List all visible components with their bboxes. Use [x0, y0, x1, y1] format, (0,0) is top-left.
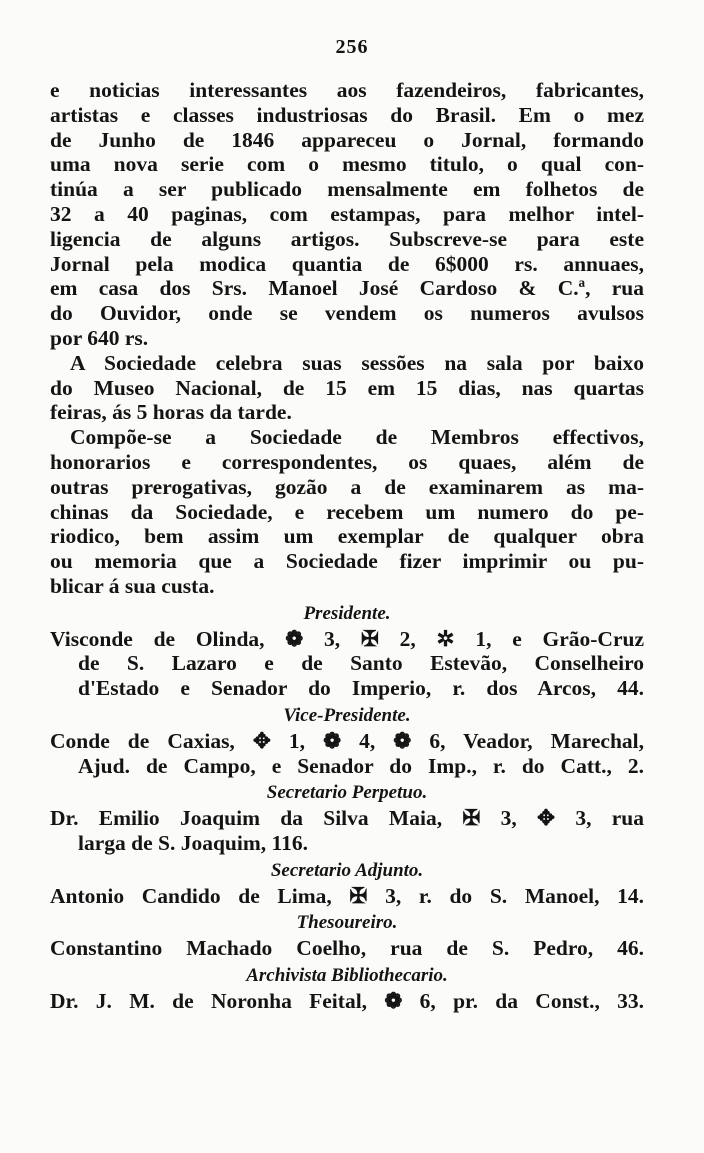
text-line: do Ouvidor, onde se vendem os numeros avulsos	[50, 301, 644, 326]
heading-archivista: Archivista Bibliothecario.	[246, 964, 448, 986]
entry-vice-presidente	[50, 729, 644, 779]
text-line: ligencia de alguns artigos. Subscreve-se para este	[50, 226, 644, 251]
entry-presidente	[50, 627, 644, 701]
paragraph-sessions	[50, 351, 644, 425]
entry-line: larga de S. Joaquim, 116.	[78, 830, 308, 855]
heading-vice-presidente: Vice-Presidente.	[283, 704, 411, 726]
text-line: de Junho de 1846 appareceu o Jornal, formando	[50, 127, 644, 152]
text-line: por 640 rs.	[50, 325, 149, 350]
entry-thesoureiro	[50, 936, 644, 961]
entry-line: Ajud. de Campo, e Senador do Imp., r. do Catt., 2.	[78, 753, 644, 778]
entry-line: Conde de Caxias, ✥ 1, ❁ 4, ❁ 6, Veador, Marechal,	[50, 728, 644, 753]
entry-secretario-perpetuo	[50, 806, 644, 856]
paragraph-members	[50, 425, 644, 599]
text-line: feiras, ás 5 horas da tarde.	[50, 400, 292, 425]
entry-archivista	[50, 989, 644, 1014]
heading-thesoureiro: Thesoureiro.	[296, 912, 398, 934]
paragraph-journal	[50, 78, 644, 351]
page-number: 256	[335, 36, 369, 58]
text-line: chinas da Sociedade, e recebem um numero do pe-	[50, 499, 644, 524]
entry-line: Constantino Machado Coelho, rua de S. Pedro, 46.	[50, 936, 644, 961]
text-line: outras prerogativas, gozão a de examinarem as ma-	[50, 474, 644, 499]
page-body	[50, 78, 644, 1013]
heading-secretario-perpetuo: Secretario Perpetuo.	[266, 782, 428, 804]
text-line: artistas e classes industriosas do Brasil. Em o mez	[50, 102, 644, 127]
text-line: Jornal pela modica quantia de 6$000 rs. annuaes,	[50, 251, 644, 276]
text-line: uma nova serie com o mesmo titulo, o qual con-	[50, 152, 644, 177]
text-line: 32 a 40 paginas, com estampas, para melhor intel-	[50, 201, 644, 226]
entry-line: Antonio Candido de Lima, ✠ 3, r. do S. Manoel, 14.	[50, 883, 644, 908]
entry-line: Dr. J. M. de Noronha Feital, ❁ 6, pr. da Const., 33.	[50, 988, 644, 1013]
text-line: em casa dos Srs. Manoel José Cardoso & C.ª, rua	[50, 276, 644, 301]
entry-line: Visconde de Olinda, ❁ 3, ✠ 2, ✲ 1, e Grão-Cruz	[50, 626, 644, 651]
text-line: do Museo Nacional, de 15 em 15 dias, nas quartas	[50, 375, 644, 400]
text-line: e noticias interessantes aos fazendeiros, fabricantes,	[50, 78, 644, 102]
text-line: Compõe-se a Sociedade de Membros effectivos,	[70, 425, 644, 450]
heading-secretario-adjunto: Secretario Adjunto.	[270, 859, 424, 881]
entry-line: Dr. Emilio Joaquim da Silva Maia, ✠ 3, ✥ 3, rua	[50, 806, 644, 831]
entry-secretario-adjunto	[50, 884, 644, 909]
entry-line: de S. Lazaro e de Santo Estevão, Conselheiro	[78, 651, 644, 676]
text-line: A Sociedade celebra suas sessões na sala por baixo	[70, 350, 644, 375]
text-line: riodico, bem assim um exemplar de qualquer obra	[50, 524, 644, 549]
text-line: honorarios e correspondentes, os quaes, além de	[50, 449, 644, 474]
text-line: ou memoria que a Sociedade fizer imprimir ou pu-	[50, 549, 644, 574]
text-line: blicar á sua custa.	[50, 573, 215, 598]
entry-line: d'Estado e Senador do Imperio, r. dos Arcos, 44.	[78, 676, 644, 701]
text-line: tinúa a ser publicado mensalmente em folhetos de	[50, 177, 644, 202]
heading-presidente: Presidente.	[303, 602, 391, 624]
